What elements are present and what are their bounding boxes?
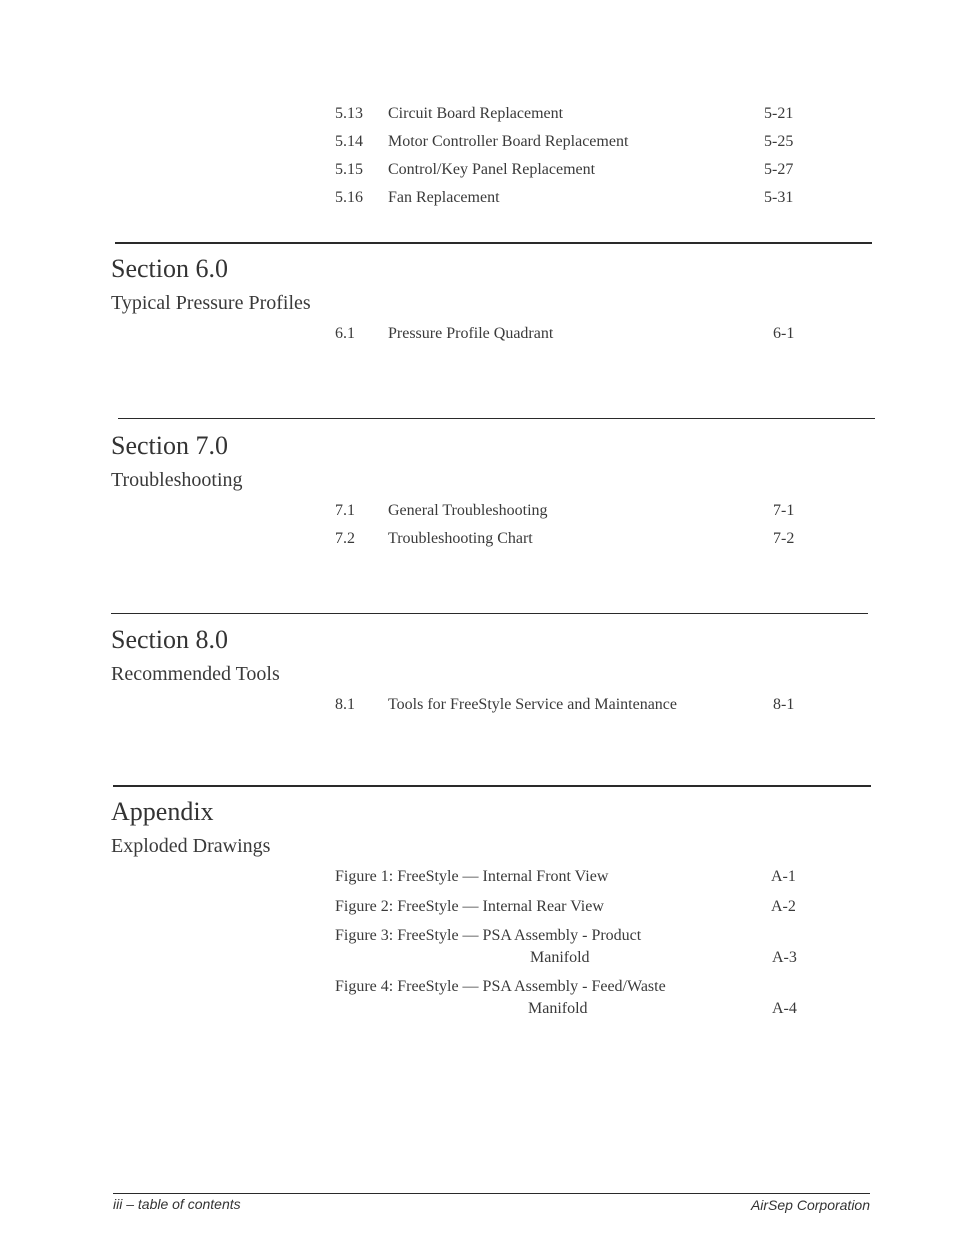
entry-page: 5-25: [764, 133, 794, 150]
entry-page: 5-31: [764, 189, 794, 206]
entry-number: 5.14: [335, 133, 363, 150]
entry-title: Control/Key Panel Replacement: [388, 161, 596, 178]
entry-title: Pressure Profile Quadrant: [388, 325, 554, 342]
section-subtitle: Typical Pressure Profiles: [111, 292, 311, 314]
entry-page: 5-21: [764, 105, 794, 122]
entry-title: Fan Replacement: [388, 189, 500, 206]
entry-title: Tools for FreeStyle Service and Maintenance: [388, 696, 678, 713]
section-subtitle: Recommended Tools: [111, 663, 280, 685]
figure-title: Figure 1: FreeStyle — Internal Front View: [335, 868, 609, 885]
entry-title: General Troubleshooting: [388, 502, 548, 519]
appendix-subtitle: Exploded Drawings: [111, 835, 271, 857]
entry-page: 7-2: [773, 530, 795, 547]
entry-page: 6-1: [773, 325, 795, 342]
section-title: Section 8.0: [111, 625, 228, 654]
entry-number: 5.16: [335, 189, 363, 206]
footer-rule: [113, 1193, 870, 1194]
section-divider: [118, 418, 875, 419]
entry-title: Circuit Board Replacement: [388, 105, 564, 122]
entry-number: 7.1: [335, 502, 355, 519]
entry-page: 5-27: [764, 161, 794, 178]
entry-number: 7.2: [335, 530, 355, 547]
figure-title: Figure 3: FreeStyle — PSA Assembly - Product: [335, 927, 642, 944]
footer-page-label: iii – table of contents: [113, 1196, 241, 1212]
section-divider: [111, 613, 868, 614]
appendix-title: Appendix: [111, 797, 214, 826]
section-title: Section 6.0: [111, 254, 228, 283]
entry-page: 8-1: [773, 696, 795, 713]
entry-number: 6.1: [335, 325, 355, 342]
figure-page: A-2: [771, 898, 796, 915]
footer-company: AirSep Corporation: [750, 1197, 870, 1213]
entry-number: 5.13: [335, 105, 363, 122]
figure-title-continued: Manifold: [528, 1000, 588, 1017]
entry-title: Troubleshooting Chart: [388, 530, 533, 547]
figure-title: Figure 4: FreeStyle — PSA Assembly - Feed/Waste: [335, 978, 666, 995]
entry-title: Motor Controller Board Replacement: [388, 133, 629, 150]
entry-page: 7-1: [773, 502, 795, 519]
figure-page: A-1: [771, 868, 796, 885]
figure-title-continued: Manifold: [530, 949, 590, 966]
section-title: Section 7.0: [111, 431, 228, 460]
entry-number: 5.15: [335, 161, 363, 178]
section-divider: [113, 785, 871, 787]
entry-number: 8.1: [335, 696, 355, 713]
section-subtitle: Troubleshooting: [111, 469, 243, 491]
section-divider: [115, 242, 872, 244]
figure-title: Figure 2: FreeStyle — Internal Rear View: [335, 898, 604, 915]
figure-page: A-3: [772, 949, 797, 966]
figure-page: A-4: [772, 1000, 797, 1017]
